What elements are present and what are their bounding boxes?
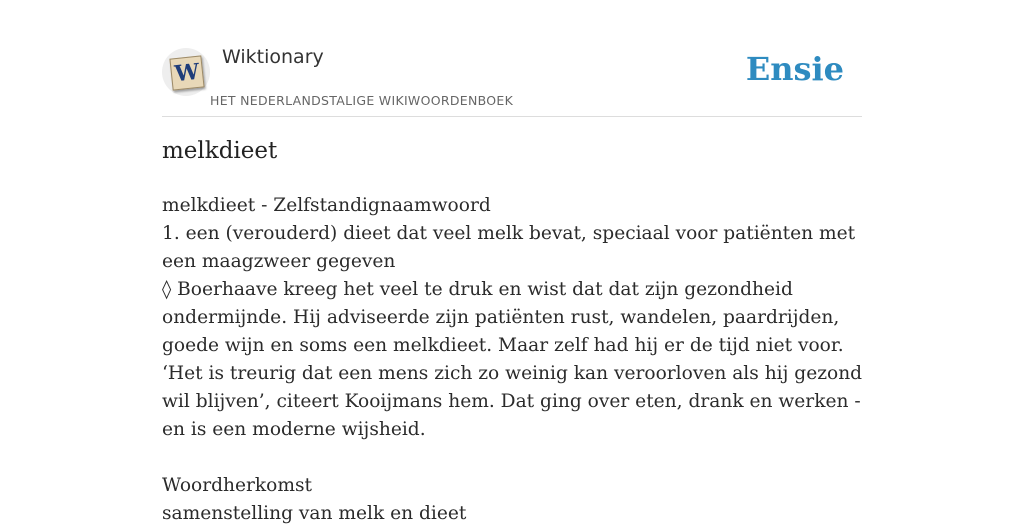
site-header	[162, 44, 862, 117]
ensie-brand-logo[interactable]: Ensie	[745, 50, 844, 88]
spacer	[162, 444, 868, 472]
logo-tile: W	[169, 55, 204, 90]
definition-text: 1. een (verouderd) dieet dat veel melk bevat, speciaal voor patiënten met een maagzweer gegeven	[162, 223, 856, 272]
etymology-text: samenstelling van melk en dieet	[162, 503, 467, 524]
wiktionary-logo-icon[interactable]	[162, 48, 210, 96]
entry-content	[162, 192, 868, 528]
part-of-speech-line: melkdieet - Zelfstandignaamwoord	[162, 195, 491, 216]
page-title: melkdieet	[162, 138, 278, 164]
site-tagline: HET NEDERLANDSTALIGE WIKIWOORDENBOEK	[210, 93, 514, 108]
etymology-heading: Woordherkomst	[162, 475, 313, 496]
site-name[interactable]: Wiktionary	[222, 46, 324, 68]
example-quote: ◊ Boerhaave kreeg het veel te druk en wist dat dat zijn gezondheid ondermijnde. Hij adviseerde zijn patiënten rust, wandelen, paardrijden, goede wijn en soms een melkdieet. Maar zelf had hij er de tijd niet voor. ‘Het is treurig dat een mens zich zo weinig kan veroorloven als hij gezond wil blijven’, citeert Kooijmans hem. Dat ging over eten, drank en werken - en is een moderne wijsheid.	[162, 279, 863, 440]
